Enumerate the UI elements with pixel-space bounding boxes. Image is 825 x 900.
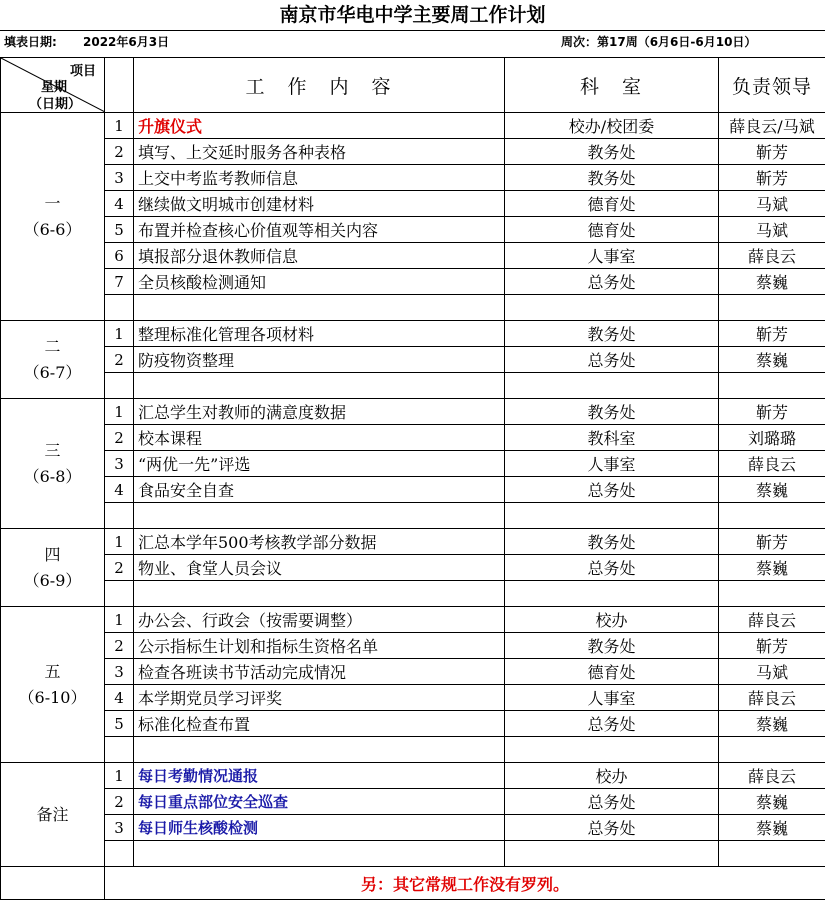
table-row <box>1 529 825 555</box>
item-leader: 刘璐璐 <box>719 425 825 451</box>
item-number: 3 <box>105 165 134 191</box>
day-cell <box>1 529 105 607</box>
item-number: 2 <box>105 789 134 815</box>
lead-header: 负责领导 <box>719 58 825 113</box>
table-row <box>1 763 825 789</box>
page-title: 南京市华电中学主要周工作计划 <box>0 0 825 31</box>
item-number: 2 <box>105 139 134 165</box>
item-leader <box>719 581 825 607</box>
item-leader: 蔡巍 <box>719 269 825 295</box>
day-date: （6-9） <box>1 568 104 594</box>
table-row <box>1 217 825 243</box>
item-content: 继续做文明城市创建材料 <box>134 191 505 217</box>
item-department <box>505 841 719 867</box>
corner-header-cell <box>1 58 105 113</box>
item-leader: 薛良云/马斌 <box>719 113 825 139</box>
item-department: 德育处 <box>505 659 719 685</box>
item-number: 6 <box>105 243 134 269</box>
item-department: 教务处 <box>505 165 719 191</box>
table-row <box>1 581 825 607</box>
item-leader: 蔡巍 <box>719 815 825 841</box>
item-leader: 薛良云 <box>719 763 825 789</box>
week-info: 周次：第17周（6月6日-6月10日） <box>561 30 756 55</box>
table-row <box>1 789 825 815</box>
item-content: 汇总本学年500考核教学部分数据 <box>134 529 505 555</box>
item-number: 3 <box>105 659 134 685</box>
item-content: 检查各班读书节活动完成情况 <box>134 659 505 685</box>
item-leader: 靳芳 <box>719 399 825 425</box>
item-content: 每日师生核酸检测 <box>134 815 505 841</box>
item-leader <box>719 737 825 763</box>
item-content <box>134 841 505 867</box>
header-row <box>1 58 825 113</box>
item-department <box>505 503 719 529</box>
day-name: 三 <box>1 438 104 464</box>
table-row <box>1 321 825 347</box>
item-department: 校办 <box>505 607 719 633</box>
day-name: 五 <box>1 659 104 685</box>
item-content: 防疫物资整理 <box>134 347 505 373</box>
item-department: 校办/校团委 <box>505 113 719 139</box>
item-department: 总务处 <box>505 789 719 815</box>
item-leader <box>719 373 825 399</box>
item-leader: 靳芳 <box>719 529 825 555</box>
item-leader: 靳芳 <box>719 165 825 191</box>
item-content <box>134 503 505 529</box>
item-leader: 薛良云 <box>719 451 825 477</box>
item-number: 2 <box>105 347 134 373</box>
table-row <box>1 633 825 659</box>
item-leader <box>719 503 825 529</box>
corner-week-label: 星期 <box>41 76 67 95</box>
item-content <box>134 373 505 399</box>
item-number: 1 <box>105 763 134 789</box>
item-department: 教务处 <box>505 529 719 555</box>
item-content: 填写、上交延时服务各种表格 <box>134 139 505 165</box>
day-name: 二 <box>1 334 104 360</box>
item-department: 总务处 <box>505 815 719 841</box>
item-leader: 马斌 <box>719 217 825 243</box>
footer-blank-cell <box>1 867 105 900</box>
item-department: 德育处 <box>505 217 719 243</box>
day-date: （6-10） <box>1 685 104 711</box>
item-content: 全员核酸检测通知 <box>134 269 505 295</box>
table-row <box>1 269 825 295</box>
item-number: 4 <box>105 685 134 711</box>
item-leader: 蔡巍 <box>719 789 825 815</box>
item-department: 人事室 <box>505 685 719 711</box>
item-department <box>505 737 719 763</box>
table-row <box>1 841 825 867</box>
item-number: 1 <box>105 321 134 347</box>
item-number <box>105 503 134 529</box>
item-leader: 薛良云 <box>719 685 825 711</box>
table-row <box>1 347 825 373</box>
item-number: 3 <box>105 815 134 841</box>
item-department: 教务处 <box>505 139 719 165</box>
day-cell <box>1 113 105 321</box>
item-content <box>134 581 505 607</box>
table-row <box>1 373 825 399</box>
item-department: 教务处 <box>505 633 719 659</box>
item-number <box>105 841 134 867</box>
table-row <box>1 503 825 529</box>
item-number: 7 <box>105 269 134 295</box>
item-leader: 薛良云 <box>719 607 825 633</box>
schedule-table <box>0 57 825 900</box>
footer-row <box>1 867 825 900</box>
table-row <box>1 737 825 763</box>
item-department: 总务处 <box>505 347 719 373</box>
item-number: 3 <box>105 451 134 477</box>
item-content <box>134 737 505 763</box>
item-department <box>505 373 719 399</box>
dept-header: 科 室 <box>505 58 719 113</box>
item-department: 校办 <box>505 763 719 789</box>
item-content: 本学期党员学习评奖 <box>134 685 505 711</box>
day-name: 一 <box>1 191 104 217</box>
item-leader: 马斌 <box>719 191 825 217</box>
footer-note: 另：其它常规工作没有罗列。 <box>105 867 825 900</box>
item-leader: 马斌 <box>719 659 825 685</box>
day-cell <box>1 763 105 867</box>
item-number: 4 <box>105 191 134 217</box>
item-leader: 靳芳 <box>719 139 825 165</box>
item-department: 教务处 <box>505 321 719 347</box>
day-name: 四 <box>1 542 104 568</box>
item-number: 2 <box>105 633 134 659</box>
table-row <box>1 191 825 217</box>
item-content: 整理标准化管理各项材料 <box>134 321 505 347</box>
item-number <box>105 295 134 321</box>
item-content: 公示指标生计划和指标生资格名单 <box>134 633 505 659</box>
item-department <box>505 295 719 321</box>
item-leader: 蔡巍 <box>719 711 825 737</box>
item-content: 每日重点部位安全巡查 <box>134 789 505 815</box>
item-content: 物业、食堂人员会议 <box>134 555 505 581</box>
item-leader <box>719 841 825 867</box>
item-leader: 靳芳 <box>719 321 825 347</box>
day-name: 备注 <box>1 802 104 828</box>
number-header-cell <box>105 58 134 113</box>
item-content: 标准化检查布置 <box>134 711 505 737</box>
item-leader: 蔡巍 <box>719 477 825 503</box>
table-row <box>1 295 825 321</box>
table-row <box>1 113 825 139</box>
item-content: 办公会、行政会（按需要调整） <box>134 607 505 633</box>
table-row <box>1 477 825 503</box>
day-date: （6-6） <box>1 217 104 243</box>
item-department: 人事室 <box>505 243 719 269</box>
item-number: 1 <box>105 529 134 555</box>
day-date: （6-8） <box>1 464 104 490</box>
item-content: 食品安全自查 <box>134 477 505 503</box>
item-number <box>105 373 134 399</box>
item-content: 校本课程 <box>134 425 505 451</box>
table-row <box>1 607 825 633</box>
item-department: 总务处 <box>505 269 719 295</box>
table-row <box>1 139 825 165</box>
item-department: 总务处 <box>505 555 719 581</box>
table-row <box>1 451 825 477</box>
item-content: 上交中考监考教师信息 <box>134 165 505 191</box>
item-number <box>105 737 134 763</box>
table-row <box>1 659 825 685</box>
fill-date-value: 2022年6月3日 <box>83 30 169 55</box>
table-row <box>1 815 825 841</box>
item-leader <box>719 295 825 321</box>
fill-date-label: 填表日期: <box>4 30 57 55</box>
item-number: 4 <box>105 477 134 503</box>
item-content: “两优一先”评选 <box>134 451 505 477</box>
item-content: 布置并检查核心价值观等相关内容 <box>134 217 505 243</box>
corner-item-label: 项目 <box>70 60 96 79</box>
item-content: 每日考勤情况通报 <box>134 763 505 789</box>
table-row <box>1 425 825 451</box>
item-content: 汇总学生对教师的满意度数据 <box>134 399 505 425</box>
item-department: 德育处 <box>505 191 719 217</box>
table-row <box>1 243 825 269</box>
item-number <box>105 581 134 607</box>
item-department: 教务处 <box>505 399 719 425</box>
table-row <box>1 711 825 737</box>
item-content <box>134 295 505 321</box>
item-leader: 靳芳 <box>719 633 825 659</box>
item-leader: 蔡巍 <box>719 347 825 373</box>
item-number: 1 <box>105 607 134 633</box>
item-number: 1 <box>105 113 134 139</box>
day-date: （6-7） <box>1 360 104 386</box>
item-department: 人事室 <box>505 451 719 477</box>
table-row <box>1 399 825 425</box>
item-leader: 蔡巍 <box>719 555 825 581</box>
item-department: 教科室 <box>505 425 719 451</box>
corner-date-label: （日期） <box>29 93 81 112</box>
item-number: 5 <box>105 217 134 243</box>
item-number: 1 <box>105 399 134 425</box>
item-department: 总务处 <box>505 711 719 737</box>
item-leader: 薛良云 <box>719 243 825 269</box>
item-content: 填报部分退休教师信息 <box>134 243 505 269</box>
table-row <box>1 555 825 581</box>
item-department: 总务处 <box>505 477 719 503</box>
item-department <box>505 581 719 607</box>
day-cell <box>1 321 105 399</box>
item-number: 5 <box>105 711 134 737</box>
content-header: 工 作 内 容 <box>134 58 505 113</box>
day-cell <box>1 607 105 763</box>
item-number: 2 <box>105 555 134 581</box>
item-number: 2 <box>105 425 134 451</box>
item-content: 升旗仪式 <box>134 113 505 139</box>
day-cell <box>1 399 105 529</box>
table-row <box>1 165 825 191</box>
table-row <box>1 685 825 711</box>
